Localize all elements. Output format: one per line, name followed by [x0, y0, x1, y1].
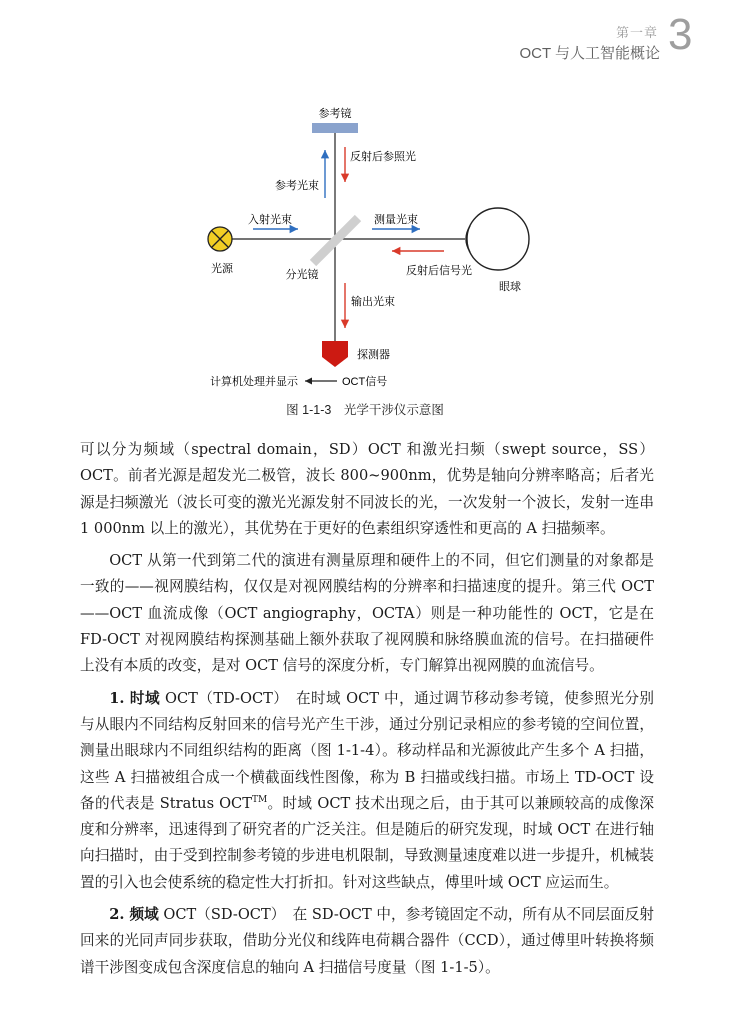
- reference-mirror: [312, 123, 358, 133]
- paragraph-4-heading: 2. 频域: [109, 906, 159, 924]
- paragraph-4: [80, 902, 654, 981]
- chapter-title: OCT 与人工智能概论: [519, 45, 660, 62]
- paragraph-1: 可以分为频域（spectral domain，SD）OCT 和激光扫频（swept source，SS）OCT。前者光源是超发光二极管，波长 800~900nm，优势是轴向分辨率略高；后者光源是扫频激光（波长可变的激光光源发射不同波长的光，一次发射一个波长，发射一连串 1 000nm 以上的激光），其优势在于更好的色素组织穿透性和更高的 A 扫描频率。: [80, 441, 654, 537]
- beam-splitter-label: 分光镜: [285, 269, 319, 281]
- paragraph-3: [80, 686, 654, 896]
- body-text: [80, 437, 654, 981]
- trademark-sup: TM: [251, 795, 268, 805]
- computer-display-label: 计算机处理并显示: [210, 376, 298, 388]
- detector-label: 探测器: [357, 349, 390, 361]
- measuring-beam-label: 测量光束: [374, 214, 418, 226]
- paragraph-3-text-b: 。时域 OCT 技术出现之后，由于其可以兼顾较高的成像深度和分辨率，迅速得到了研究者的广泛关注。但是随后的研究发现，时域 OCT 在进行轴向扫描时，由于受到控制参考镜的步进电机限制，导致测量速度难以进一步提升，机械装置的引入也会使系统的稳定性大打折扣。针对这些缺点，傅里叶域 OCT 应运而生。: [80, 794, 654, 891]
- figure-caption: 图 1-1-3 光学干涉仪示意图: [286, 403, 444, 417]
- paragraph-3-heading: 1. 时域: [109, 689, 160, 707]
- chapter-label: 第一章: [615, 25, 658, 40]
- oct-signal-label: OCT信号: [342, 376, 388, 388]
- eyeball: [467, 208, 529, 270]
- output-beam-label: 输出光束: [351, 296, 395, 308]
- page-number: 3: [668, 10, 693, 59]
- paragraph-4-text: OCT（SD-OCT） 在 SD-OCT 中，参考镜固定不动，所有从不同层面反射回来的光同声同步获取，借助分光仪和线阵电荷耦合器件（CCD），通过傅里叶转换将频谱干涉图变成包含深度信息的轴向 A 扫描信号度量（图 1-1-5）。: [80, 906, 654, 976]
- light-source-label: 光源: [211, 263, 233, 275]
- reference-beam-label: 参考光束: [275, 180, 319, 192]
- paragraph-3-text-a: OCT（TD-OCT） 在时域 OCT 中，通过调节移动参考镜，使参照光分别与从眼内不同结构反射回来的信号光产生干涉，通过分别记录相应的参考镜的空间位置，测量出眼球内不同组织结构的距离（图 1-1-4）。移动样品和光源彼此产生多个 A 扫描，这些 A 扫描被组合成一个横截面线性图像，称为 B 扫描或线扫描。市场上 TD-OCT 设备的代表是 Stratus OCT: [80, 689, 654, 812]
- interferometer-diagram: [0, 0, 730, 400]
- reflected-reference-label: 反射后参照光: [350, 151, 416, 163]
- paragraph-2: OCT 从第一代到第二代的演进有测量原理和硬件上的不同，但它们测量的对象都是一致的——视网膜结构，仅仅是对视网膜结构的分辨率和扫描速度的提升。第三代 OCT——OCT 血流成像（OCT angiography，OCTA）则是一种功能性的 OCT，它是在 FD-OCT 对视网膜结构探测基础上额外获取了视网膜和脉络膜血流的信号。在扫描硬件上没有本质的改变，是对 OCT 信号的深度分析，专门解算出视网膜的血流信号。: [80, 552, 654, 675]
- incident-beam-label: 入射光束: [248, 214, 292, 226]
- reference-mirror-label: 参考镜: [318, 108, 352, 120]
- reflected-signal-label: 反射后信号光: [406, 265, 472, 277]
- eyeball-label: 眼球: [499, 281, 521, 293]
- detector: [322, 341, 348, 367]
